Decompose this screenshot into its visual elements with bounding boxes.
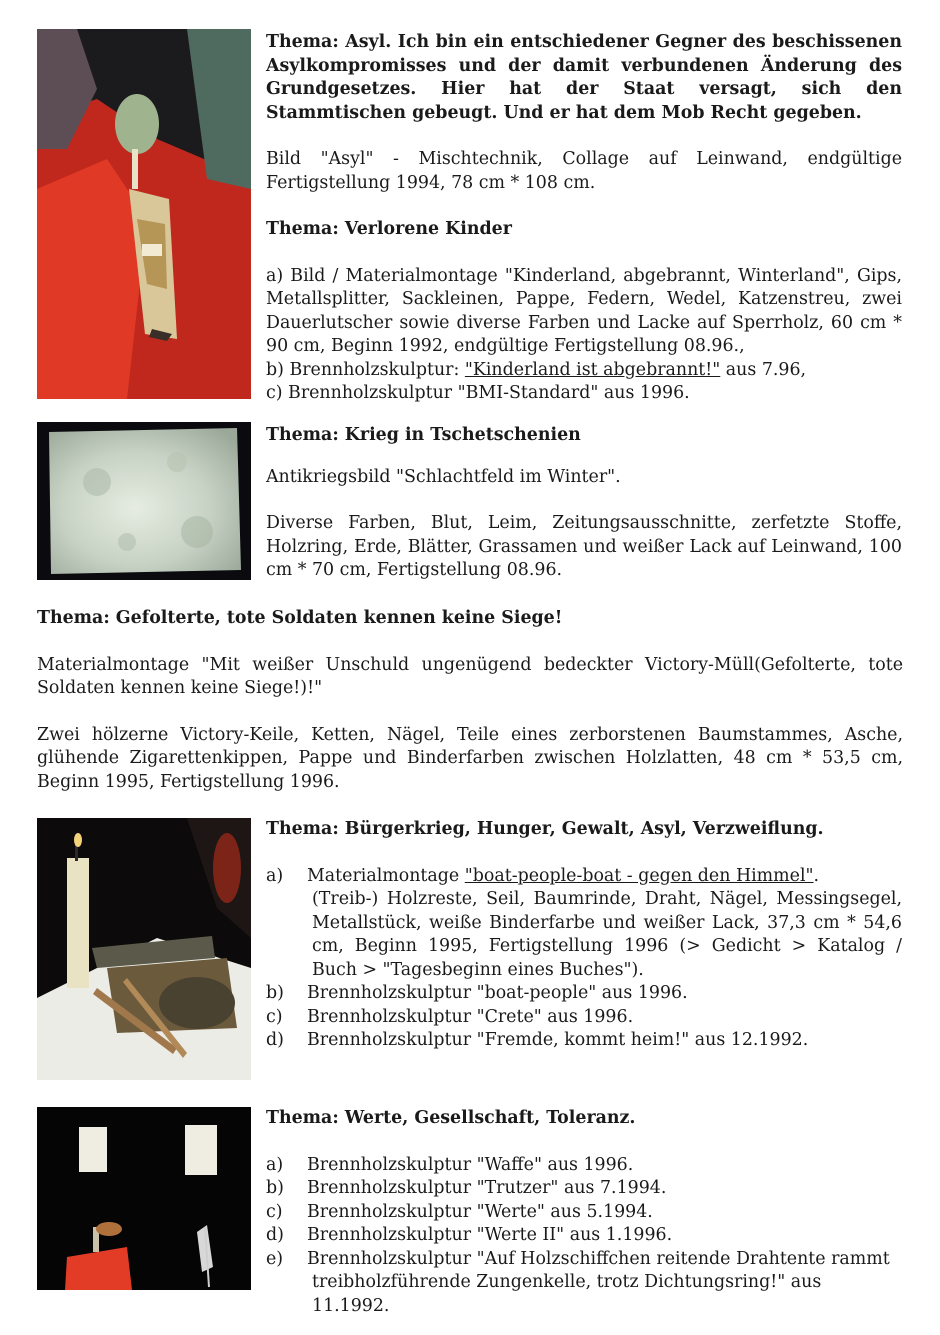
- kinder-item-b-suffix: aus 7.96,: [720, 359, 807, 380]
- buergerkrieg-item-c: [266, 1006, 902, 1030]
- heading-buergerkrieg: Thema: Bürgerkrieg, Hunger, Gewalt, Asyl, Verzweiflung.: [266, 819, 824, 839]
- photo-werte: [37, 1107, 251, 1290]
- list-item-text: Brennholzskulptur "Trutzer" aus 7.1994.: [307, 1178, 667, 1198]
- werte-item-c: [266, 1201, 902, 1225]
- list-marker: b): [266, 983, 284, 1003]
- list-item-text: Brennholzskulptur "Werte" aus 5.1994.: [307, 1201, 653, 1222]
- list-marker: b): [266, 1178, 284, 1198]
- list-item-text: Brennholzskulptur "Auf Holzschiffchen reitende Drahtente rammt: [307, 1248, 890, 1269]
- kinder-item-c: c) Brennholzskulptur "BMI-Standard" aus 1996.: [266, 383, 690, 403]
- werte-item-b: [266, 1177, 902, 1201]
- heading-asyl: Thema: Asyl. Ich bin ein entschiedener Gegner des beschissenen Asylkompromisses und der damit verbundenen Änderung des Grundgesetzes. Hier hat der Staat versagt, sich den Stammtischen gebeugt. Und er hat dem Mob Recht gegeben.: [266, 32, 902, 123]
- photo-krieg: [37, 422, 251, 580]
- list-marker: c): [266, 1201, 283, 1222]
- kinder-item-b: [266, 359, 902, 383]
- werte-item-d: [266, 1224, 902, 1248]
- heading-soldaten: Thema: Gefolterte, tote Soldaten kennen keine Siege!: [37, 608, 563, 628]
- heading-krieg: Thema: Krieg in Tschetschenien: [266, 425, 581, 445]
- text-asyl: Bild "Asyl" - Mischtechnik, Collage auf Leinwand, endgültige Fertigstellung 1994, 78 cm * 108 cm.: [266, 149, 902, 193]
- section-krieg: [266, 424, 902, 583]
- krieg-text1: Antikriegsbild "Schlachtfeld im Winter".: [266, 466, 621, 487]
- werte-item-e: [266, 1248, 902, 1272]
- heading-werte: Thema: Werte, Gesellschaft, Toleranz.: [266, 1108, 636, 1128]
- list-item-text: Brennholzskulptur "boat-people" aus 1996.: [307, 983, 688, 1003]
- list-item-text: Brennholzskulptur "Crete" aus 1996.: [307, 1006, 634, 1027]
- krieg-text2: Diverse Farben, Blut, Leim, Zeitungsausschnitte, zerfetzte Stoffe, Holzring, Erde, Blätter, Grassamen und weißer Lack auf Leinwand, 100 cm * 70 cm, Fertigstellung 08.96.: [266, 513, 902, 580]
- list-item-text: Brennholzskulptur "Fremde, kommt heim!" aus 12.1992.: [307, 1030, 809, 1050]
- photo-asyl: [37, 29, 251, 399]
- item-suffix: .: [813, 865, 820, 886]
- buergerkrieg-item-d: [266, 1029, 902, 1053]
- boat-people-link[interactable]: "boat-people-boat - gegen den Himmel": [464, 865, 814, 886]
- item-prefix: Materialmontage: [307, 865, 465, 886]
- list-item-text: Brennholzskulptur "Waffe" aus 1996.: [307, 1154, 634, 1175]
- list-marker: d): [266, 1030, 284, 1050]
- heading-kinder: Thema: Verlorene Kinder: [266, 219, 512, 239]
- photo-buergerkrieg: [37, 818, 251, 1080]
- list-marker: a): [266, 865, 284, 886]
- section-asyl: [266, 31, 902, 406]
- werte-item-e-continuation: treibholzführende Zungenkelle, trotz Dichtungsring!" aus 11.1992.: [312, 1272, 822, 1316]
- buergerkrieg-item-b: [266, 982, 902, 1006]
- buergerkrieg-item-a-continuation: (Treib-) Holzreste, Seil, Baumrinde, Draht, Nägel, Messingsegel, Metallstück, weiße Binderfarbe und weißer Lack, 37,3 cm * 54,6 cm, Beginn 1995, Fertigstellung 1996 (> Gedicht > Katalog / Buch > "Tagesbeginn eines Buches").: [312, 889, 902, 980]
- section-soldaten: [37, 607, 903, 794]
- soldaten-text2: Zwei hölzerne Victory-Keile, Ketten, Nägel, Teile eines zerborstenen Baumstammes, Asche, glühende Zigarettenkippen, Pappe und Binderfarben zwischen Holzlatten, 48 cm * 53,5 cm, Beginn 1995, Fertigstellung 1996.: [37, 724, 903, 792]
- list-marker: a): [266, 1154, 284, 1175]
- list-marker: e): [266, 1248, 284, 1269]
- section-buergerkrieg: [266, 818, 902, 1053]
- section-werte: [266, 1107, 902, 1318]
- list-marker: d): [266, 1225, 284, 1245]
- soldaten-text1: Materialmontage "Mit weißer Unschuld ungenügend bedeckter Victory-Müll(Gefolterte, tote Soldaten kennen keine Siege!)!": [37, 654, 903, 698]
- kinder-item-a: a) Bild / Materialmontage "Kinderland, abgebrannt, Winterland", Gips, Metallsplitter, Sackleinen, Pappe, Federn, Wedel, Katzenstreu, zwei Dauerlutscher sowie diverse Farben und Lacke auf Sperrholz, 60 cm * 90 cm, Beginn 1992, endgültige Fertigstellung 08.96.,: [266, 265, 902, 356]
- buergerkrieg-item-a: [266, 865, 902, 889]
- kinder-item-b-link[interactable]: "Kinderland ist abgebrannt!": [464, 359, 721, 380]
- kinder-item-b-prefix: b) Brennholzskulptur:: [266, 359, 465, 380]
- werte-item-a: [266, 1154, 902, 1178]
- list-marker: c): [266, 1006, 283, 1027]
- list-item-text: Brennholzskulptur "Werte II" aus 1.1996.: [307, 1225, 673, 1245]
